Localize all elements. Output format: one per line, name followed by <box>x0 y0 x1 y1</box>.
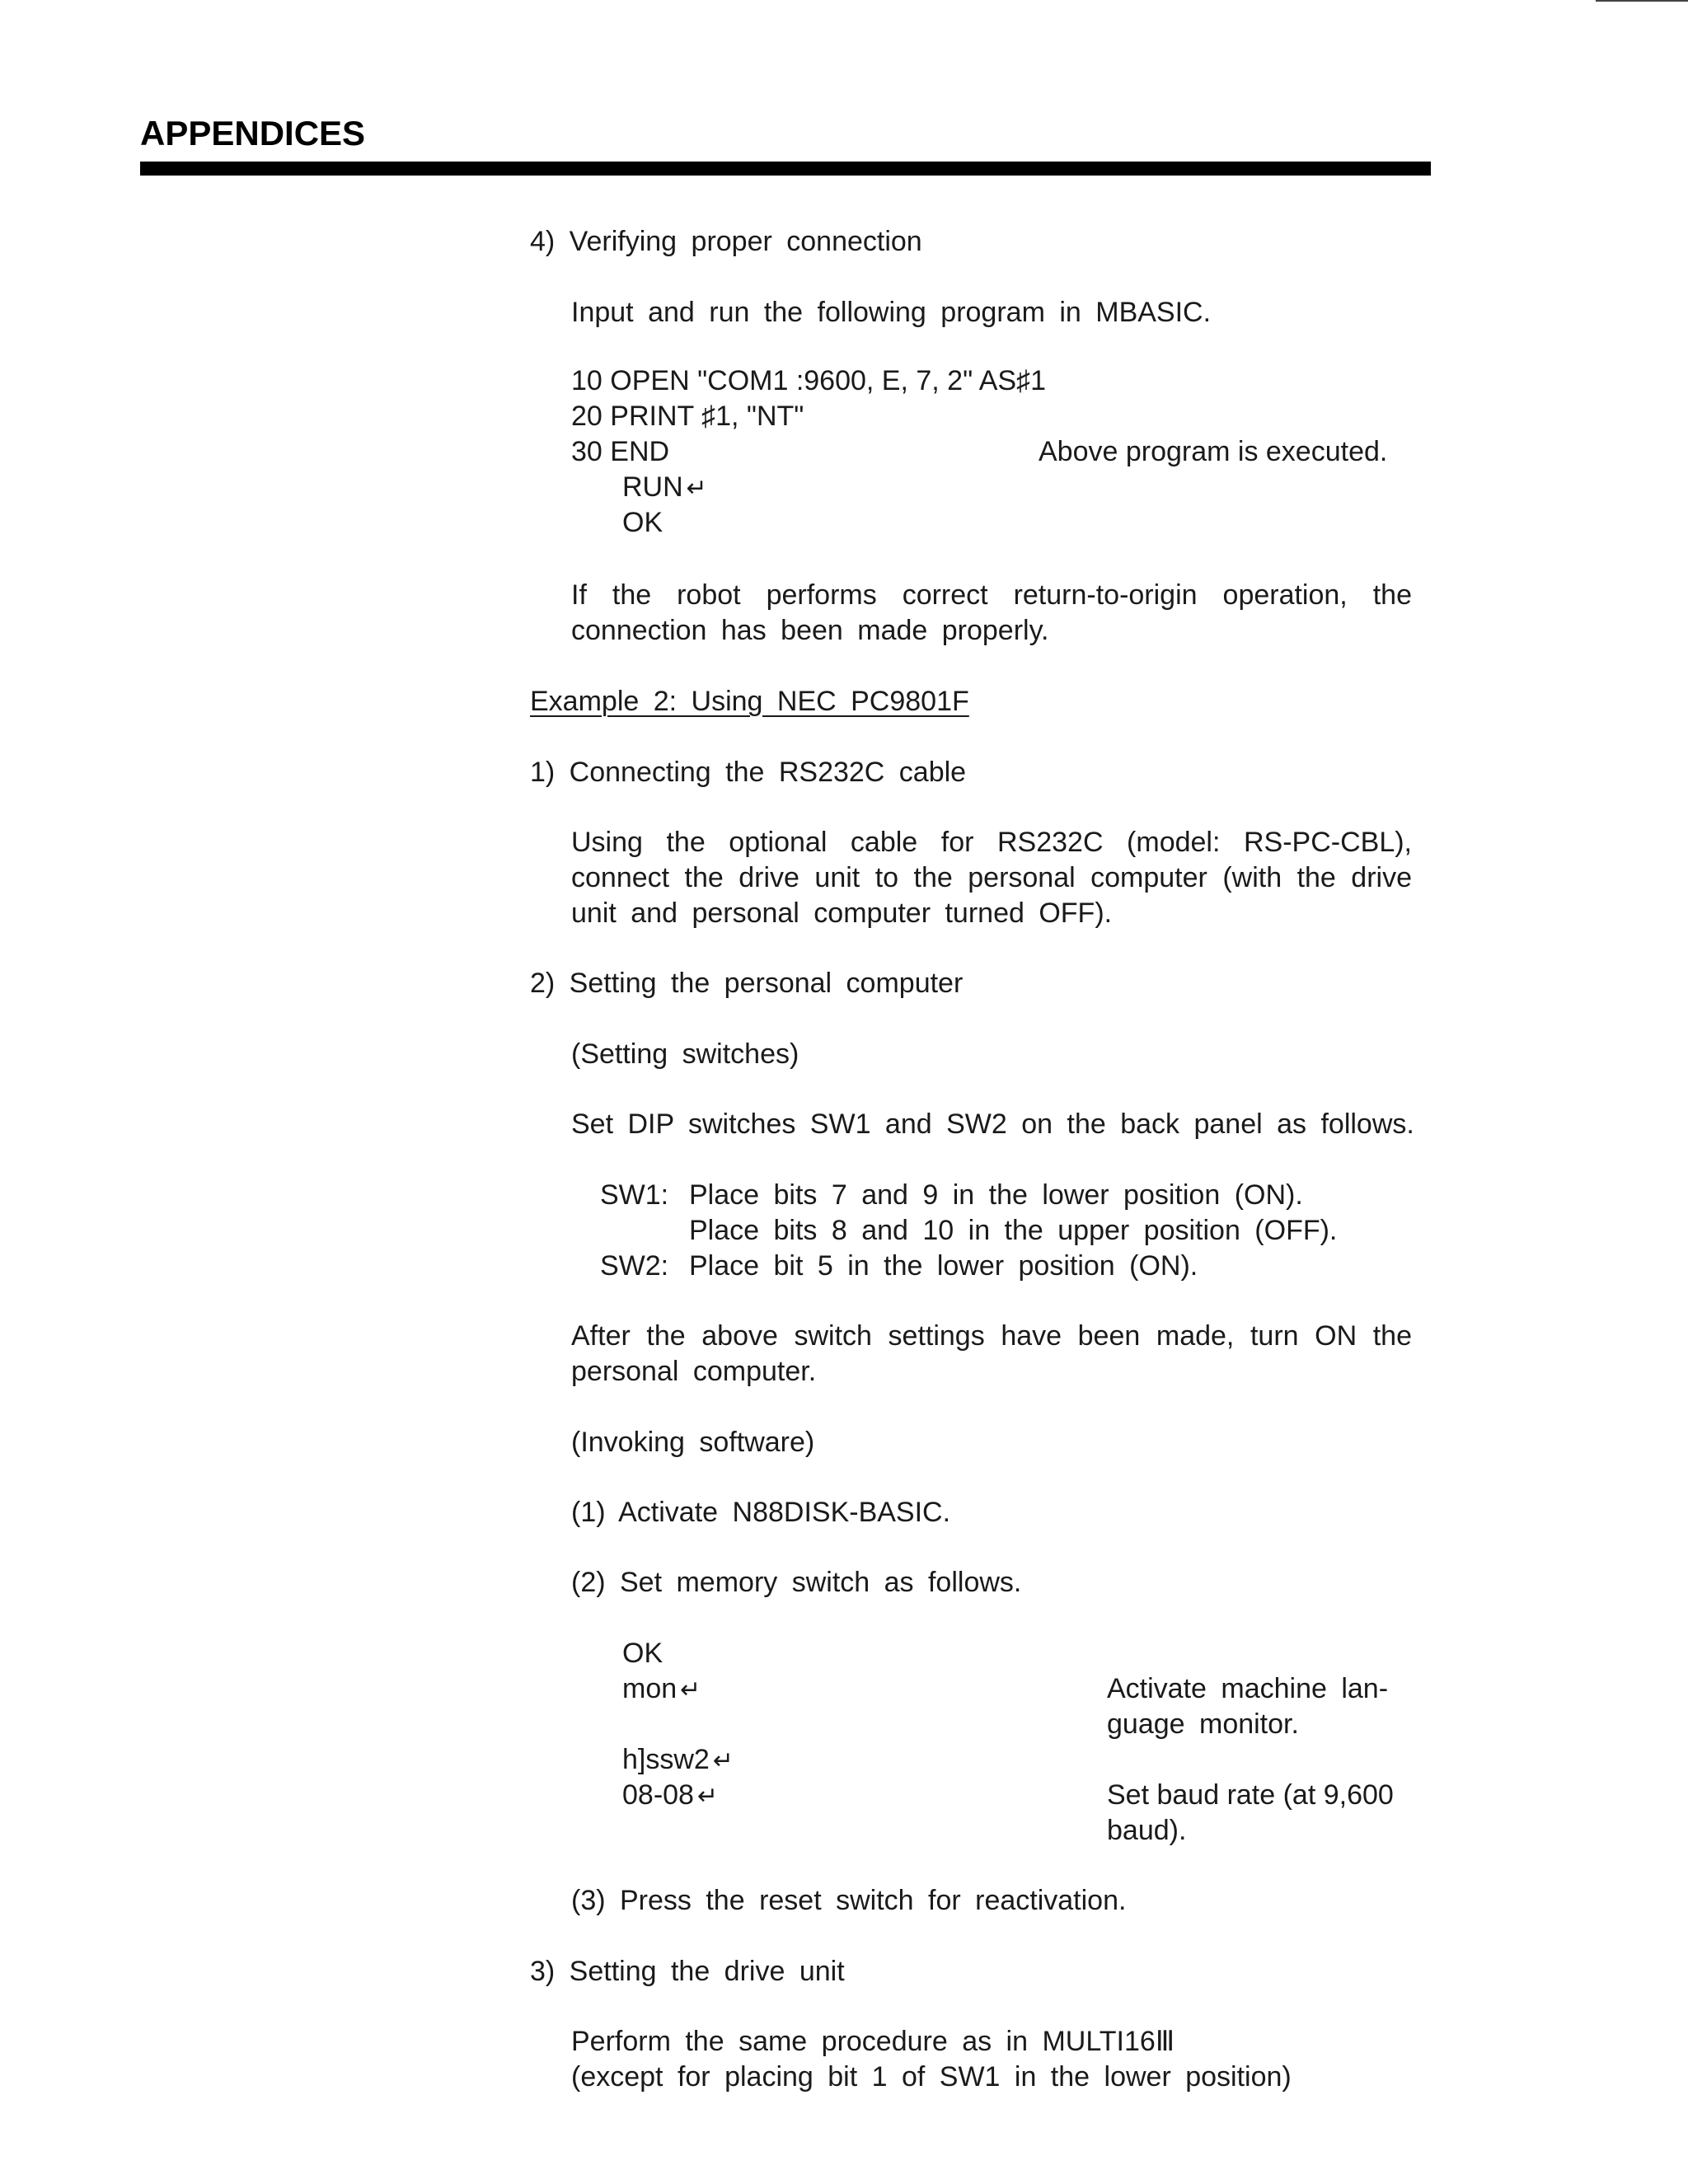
list-item: (3) Press the reset switch for reactivation. <box>571 1885 1127 1916</box>
switch-setting: Place bit 5 in the lower position (ON). <box>689 1250 1198 1282</box>
paragraph: If the robot performs correct return-to-origin operation, the <box>571 579 1412 611</box>
subheading: (Invoking software) <box>571 1427 815 1458</box>
enter-key-icon: ↵ <box>680 1676 701 1704</box>
paragraph: (except for placing bit 1 of SW1 in the lower position) <box>571 2061 1292 2093</box>
code-text: 08-08 <box>622 1779 694 1811</box>
paragraph: Set DIP switches SW1 and SW2 on the back panel as follows. <box>571 1108 1414 1140</box>
code-text: h]ssw2 <box>622 1744 710 1775</box>
section-heading: 1) Connecting the RS232C cable <box>530 757 967 788</box>
list-item: (2) Set memory switch as follows. <box>571 1567 1022 1598</box>
code-line <box>622 1746 734 1774</box>
paragraph: Perform the same procedure as in MULTI16Ⅲ <box>571 2026 1175 2057</box>
switch-setting: Place bits 8 and 10 in the upper position (OFF). <box>689 1215 1338 1246</box>
enter-key-icon: ↵ <box>712 1747 734 1774</box>
code-line <box>622 473 707 501</box>
code-line: OK <box>622 507 663 538</box>
subheading: (Setting switches) <box>571 1038 799 1070</box>
paragraph: connection has been made properly. <box>571 615 1049 646</box>
page-header-title: APPENDICES <box>140 114 366 152</box>
switch-label: SW1: <box>600 1179 669 1211</box>
paragraph: Input and run the following program in MBASIC. <box>571 297 1212 328</box>
enter-key-icon: ↵ <box>686 475 707 502</box>
code-line: OK <box>622 1638 663 1669</box>
paragraph: personal computer. <box>571 1356 817 1387</box>
paragraph: After the above switch settings have been made, turn ON the <box>571 1320 1412 1352</box>
section-heading: 4) Verifying proper connection <box>530 226 922 257</box>
code-line: 30 END <box>571 436 670 467</box>
list-item: (1) Activate N88DISK-BASIC. <box>571 1497 951 1528</box>
paragraph: unit and personal computer turned OFF). <box>571 898 1113 929</box>
header-rule <box>140 162 1431 176</box>
section-heading: 2) Setting the personal computer <box>530 968 964 999</box>
code-note: Activate machine lan- <box>1107 1673 1389 1704</box>
code-note: baud). <box>1107 1815 1187 1846</box>
enter-key-icon: ↵ <box>696 1783 719 1810</box>
code-note: Set baud rate (at 9,600 <box>1107 1779 1394 1811</box>
paragraph: Using the optional cable for RS232C (model: RS-PC-CBL), <box>571 827 1412 858</box>
code-line <box>622 1675 701 1703</box>
code-text: mon <box>622 1673 678 1704</box>
switch-setting: Place bits 7 and 9 in the lower position (ON). <box>689 1179 1303 1211</box>
code-note: guage monitor. <box>1107 1708 1299 1740</box>
code-text: RUN <box>622 471 683 503</box>
code-line: 20 PRINT ♯1, "NT" <box>571 401 804 432</box>
code-note: Above program is executed. <box>1039 436 1388 467</box>
paragraph: connect the drive unit to the personal computer (with the drive <box>571 862 1412 893</box>
example-title: Example 2: Using NEC PC9801F <box>530 686 969 717</box>
section-heading: 3) Setting the drive unit <box>530 1956 845 1987</box>
switch-label: SW2: <box>600 1250 669 1282</box>
code-line: 10 OPEN "COM1 :9600, E, 7, 2" AS♯1 <box>571 365 1046 396</box>
code-line <box>622 1781 718 1809</box>
corner-rule <box>1596 0 1688 2</box>
